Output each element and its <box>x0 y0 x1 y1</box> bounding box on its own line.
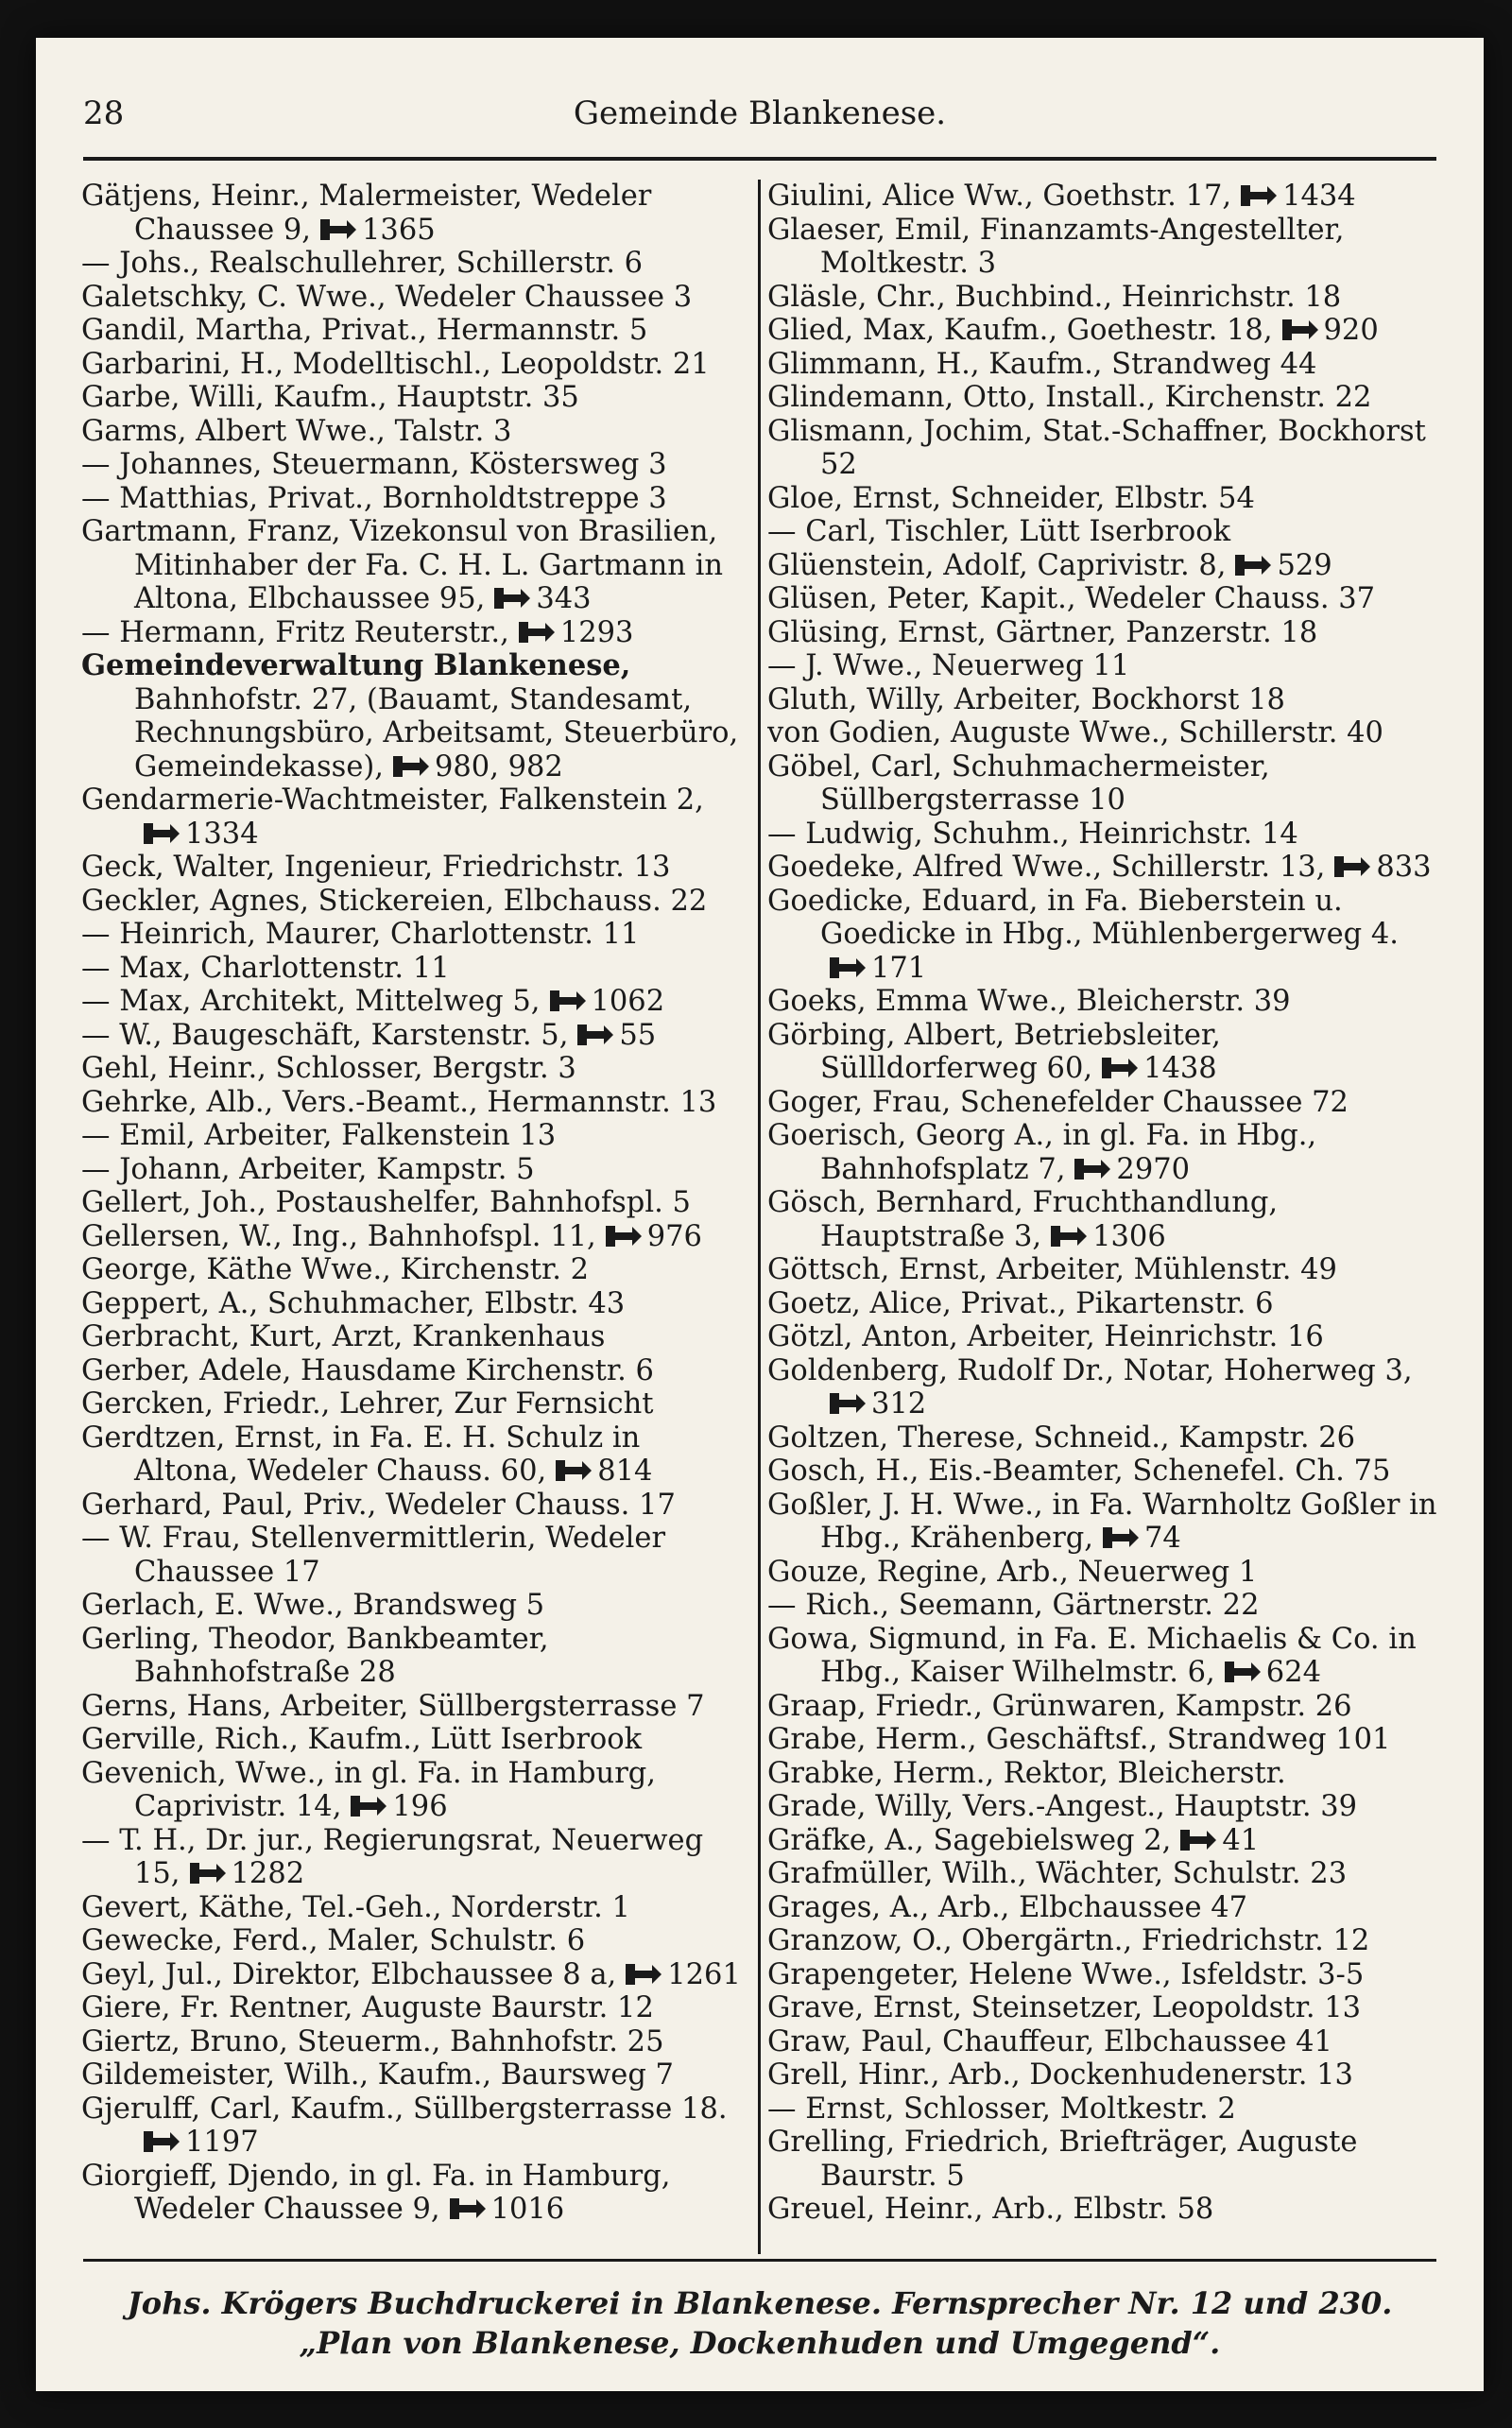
directory-entry <box>81 1589 750 1623</box>
directory-entry <box>767 985 1440 1019</box>
entry-text: Goedicke, Eduard, in Fa. Bieberstein u. Goedicke in Hbg., Mühlenbergerweg 4. <box>767 884 1399 951</box>
entry-text: Grell, Hinr., Arb., Dockenhudenerstr. 13 <box>767 2058 1353 2092</box>
directory-entry <box>81 1757 750 1824</box>
directory-entry <box>767 616 1440 650</box>
entry-text: Gendarmerie-Wachtmeister, Falkenstein 2, <box>81 784 704 817</box>
directory-entry <box>767 582 1440 616</box>
entry-text: Gläsle, Chr., Buchbind., Heinrichstr. 18 <box>767 280 1342 314</box>
entry-text: Greuel, Heinr., Arb., Elbstr. 58 <box>767 2193 1214 2226</box>
directory-entry <box>767 2092 1440 2127</box>
directory-entry <box>767 1086 1440 1120</box>
directory-entry <box>81 415 750 449</box>
telephone-number: 529 <box>1277 548 1332 582</box>
telephone-number: 976 <box>646 1219 702 1253</box>
directory-entry <box>81 1086 750 1120</box>
entry-text: Grafmüller, Wilh., Wächter, Schulstr. 23 <box>767 1857 1348 1890</box>
directory-entry <box>81 1354 750 1388</box>
entry-text: — Hermann, Fritz Reuterstr., <box>81 615 509 649</box>
directory-entry <box>81 1153 750 1187</box>
entry-text: Gerlach, E. Wwe., Brandsweg 5 <box>81 1589 545 1622</box>
directory-entry <box>81 2092 750 2160</box>
entry-text: Gildemeister, Wilh., Kaufm., Baursweg 7 <box>81 2058 674 2092</box>
telephone-number: 2970 <box>1116 1152 1191 1186</box>
directory-entry <box>767 2025 1440 2059</box>
telephone-number: 1365 <box>362 213 436 247</box>
directory-entry <box>767 415 1440 482</box>
telephone-number: 1282 <box>231 1857 305 1890</box>
entry-text: — Carl, Tischler, Lütt Iserbrook <box>767 515 1231 548</box>
directory-entry <box>81 180 750 247</box>
entry-text: — Max, Architekt, Mittelweg 5, <box>81 985 541 1018</box>
directory-entry <box>81 1220 750 1254</box>
entry-text: Gräfke, A., Sagebielsweg 2, <box>767 1823 1172 1857</box>
telephone-number: 1434 <box>1282 180 1356 213</box>
entry-text: Giulini, Alice Ww., Goethstr. 17, <box>767 180 1232 213</box>
directory-entry <box>81 1019 750 1053</box>
directory-entry <box>81 515 750 616</box>
directory-entry <box>767 381 1440 415</box>
telephone-icon <box>824 956 868 980</box>
page-number: 28 <box>83 95 125 132</box>
footer-line-1: Johs. Krögers Buchdruckerei in Blankenese. Fernsprecher Nr. 12 und 230. <box>127 2285 1393 2321</box>
directory-entry <box>81 482 750 516</box>
entry-text: George, Käthe Wwe., Kirchenstr. 2 <box>81 1253 589 1286</box>
entry-text: Goetz, Alice, Privat., Pikartenstr. 6 <box>767 1286 1274 1320</box>
entry-text: Göttsch, Ernst, Arbeiter, Mühlenstr. 49 <box>767 1253 1337 1286</box>
entry-text: Gandil, Martha, Privat., Hermannstr. 5 <box>81 314 648 347</box>
directory-entry <box>767 1723 1440 1757</box>
telephone-icon <box>572 1023 615 1047</box>
entry-text: Gehl, Heinr., Schlosser, Bergstr. 3 <box>81 1052 576 1085</box>
telephone-icon <box>1329 854 1372 879</box>
entry-text: Glaeser, Emil, Finanzamts-Angestellter, Moltkestr. 3 <box>767 213 1345 280</box>
telephone-number: 74 <box>1144 1522 1181 1555</box>
entry-text: Gevenich, Wwe., in gl. Fa. in Hamburg, Caprivistr. 14, <box>81 1756 656 1823</box>
directory-entry <box>81 247 750 281</box>
entry-text: — Rich., Seemann, Gärtnerstr. 22 <box>767 1589 1260 1622</box>
telephone-icon <box>315 217 358 242</box>
directory-entry <box>767 515 1440 549</box>
header-rule <box>83 157 1436 161</box>
entry-text: Goßler, J. H. Wwe., in Fa. Warnholtz Goßler in Hbg., Krähenberg, <box>767 1488 1437 1555</box>
telephone-number: 814 <box>597 1455 653 1488</box>
telephone-icon <box>489 586 532 611</box>
directory-entry <box>81 2160 750 2227</box>
entry-text: — Heinrich, Maurer, Charlottenstr. 11 <box>81 918 640 951</box>
entry-text: Grabke, Herm., Rektor, Bleicherstr. <box>767 1756 1286 1790</box>
directory-entry <box>81 1489 750 1523</box>
entry-text: Goerisch, Georg A., in gl. Fa. in Hbg., Bahnhofsplatz 7, <box>767 1119 1317 1186</box>
directory-entry <box>81 649 750 784</box>
telephone-icon <box>600 1224 644 1248</box>
left-column <box>81 180 750 2254</box>
entry-text: Goeks, Emma Wwe., Bleicherstr. 39 <box>767 985 1291 1018</box>
telephone-icon <box>1229 553 1273 577</box>
directory-entry <box>81 1421 750 1489</box>
entry-text: Glüsing, Ernst, Gärtner, Panzerstr. 18 <box>767 615 1318 649</box>
directory-entry <box>767 1824 1440 1858</box>
telephone-number: 1261 <box>667 1957 741 1991</box>
directory-entry <box>81 985 750 1019</box>
directory-entry <box>81 1924 750 1958</box>
directory-entry <box>81 2025 750 2059</box>
directory-entry <box>81 1522 750 1589</box>
telephone-icon <box>550 1458 593 1483</box>
entry-text: Gouze, Regine, Arb., Neuerweg 1 <box>767 1555 1258 1589</box>
directory-entry <box>81 1387 750 1421</box>
directory-entry <box>81 1824 750 1891</box>
entry-text: — J. Wwe., Neuerweg 11 <box>767 649 1130 682</box>
telephone-icon <box>1235 183 1279 208</box>
entry-text: Gerling, Theodor, Bankbeamter, Bahnhofstraße 28 <box>81 1622 549 1689</box>
telephone-number: 196 <box>392 1790 448 1823</box>
directory-entry <box>767 1019 1440 1086</box>
directory-entry <box>767 1253 1440 1287</box>
directory-entry <box>767 1119 1440 1186</box>
entry-text: von Godien, Auguste Wwe., Schillerstr. 40 <box>767 716 1383 749</box>
entry-text: Goldenberg, Rudolf Dr., Notar, Hoherweg 3, <box>767 1353 1413 1387</box>
directory-entry <box>767 2193 1440 2227</box>
entry-text: Goltzen, Therese, Schneid., Kampstr. 26 <box>767 1421 1356 1455</box>
telephone-number: 1016 <box>490 2193 565 2226</box>
entry-text: Galetschky, C. Wwe., Wedeler Chaussee 3 <box>81 280 693 314</box>
entry-text: Garbe, Willi, Kaufm., Hauptstr. 35 <box>81 381 579 414</box>
directory-entry <box>767 1891 1440 1925</box>
telephone-icon <box>184 1861 228 1886</box>
entry-text: — Johs., Realschullehrer, Schillerstr. 6 <box>81 247 644 280</box>
entry-text: Gerns, Hans, Arbeiter, Süllbergsterrasse 7 <box>81 1689 705 1723</box>
directory-entry <box>81 1320 750 1354</box>
entry-text: Gloe, Ernst, Schneider, Elbstr. 54 <box>767 481 1255 515</box>
entry-text: Gowa, Sigmund, in Fa. E. Michaelis & Co. in Hbg., Kaiser Wilhelmstr. 6, <box>767 1622 1417 1689</box>
entry-text: Grelling, Friedrich, Briefträger, Auguste Baurstr. 5 <box>767 2126 1358 2193</box>
telephone-number: 1438 <box>1143 1052 1217 1085</box>
telephone-icon <box>544 989 588 1013</box>
telephone-icon <box>1096 1056 1140 1080</box>
directory-entry <box>81 1119 750 1153</box>
directory-entry <box>81 952 750 986</box>
directory-entry <box>81 1690 750 1724</box>
telephone-icon <box>824 1391 868 1416</box>
telephone-number: 833 <box>1376 851 1432 884</box>
directory-entry <box>81 1958 750 1992</box>
entry-text: — T. H., Dr. jur., Regierungsrat, Neuerweg 15, <box>81 1823 704 1890</box>
telephone-icon <box>345 1794 388 1818</box>
directory-entry <box>81 1052 750 1086</box>
page-header <box>83 85 1436 151</box>
entry-text: Garbarini, H., Modelltischl., Leopoldstr. 21 <box>81 347 710 381</box>
entry-text: Glüenstein, Adolf, Caprivistr. 8, <box>767 548 1227 582</box>
entry-heading: Gemeindeverwaltung Blankenese, <box>81 648 631 682</box>
directory-entry <box>81 314 750 348</box>
entry-text: Gosch, H., Eis.-Beamter, Schenefel. Ch. 75 <box>767 1455 1391 1488</box>
entry-text: Gercken, Friedr., Lehrer, Zur Fernsicht <box>81 1387 654 1421</box>
directory-entry <box>767 482 1440 516</box>
telephone-number: 1197 <box>185 2126 259 2159</box>
directory-page <box>36 38 1484 2391</box>
entry-text: Gewecke, Ferd., Maler, Schulstr. 6 <box>81 1924 586 1957</box>
telephone-number: 41 <box>1222 1823 1260 1857</box>
entry-text: Grabe, Herm., Geschäftsf., Strandweg 101 <box>767 1723 1391 1756</box>
directory-entry <box>81 1253 750 1287</box>
directory-entry <box>767 1690 1440 1724</box>
directory-entry <box>767 1589 1440 1623</box>
entry-text: — W. Frau, Stellenvermittlerin, Wedeler Chaussee 17 <box>81 1522 666 1589</box>
entry-text: Gerdtzen, Ernst, in Fa. E. H. Schulz in Altona, Wedeler Chauss. 60, <box>81 1421 641 1488</box>
directory-entry <box>81 1891 750 1925</box>
directory-entry <box>81 2058 750 2092</box>
entry-text: Grapengeter, Helene Wwe., Isfeldstr. 3-5 <box>767 1957 1365 1991</box>
entry-text: Gerhard, Paul, Priv., Wedeler Chauss. 17 <box>81 1488 676 1522</box>
entry-text: Gluth, Willy, Arbeiter, Bockhorst 18 <box>767 682 1285 716</box>
directory-entry <box>81 381 750 415</box>
telephone-icon <box>513 620 557 645</box>
footer <box>36 2283 1484 2363</box>
directory-entry <box>81 851 750 885</box>
entry-text: Gerbracht, Kurt, Arzt, Krankenhaus <box>81 1320 606 1353</box>
telephone-icon <box>1175 1828 1218 1852</box>
telephone-number: 171 <box>871 951 927 985</box>
entry-text: Gerville, Rich., Kaufm., Lütt Iserbrook <box>81 1723 643 1756</box>
directory-entry <box>767 1790 1440 1824</box>
telephone-icon <box>1045 1224 1089 1248</box>
entry-text: Giorgieff, Djendo, in gl. Fa. in Hamburg, Wedeler Chaussee 9, <box>81 2159 671 2226</box>
footer-line-2: „Plan von Blankenese, Dockenhuden und Umgegend“. <box>299 2325 1221 2361</box>
column-divider <box>758 180 761 2254</box>
directory-entry <box>767 1991 1440 2025</box>
telephone-number: 312 <box>871 1387 927 1421</box>
directory-entry <box>767 1320 1440 1354</box>
telephone-number: 1334 <box>185 817 259 851</box>
directory-entry <box>767 1354 1440 1421</box>
telephone-number: 343 <box>536 582 592 615</box>
telephone-number: 624 <box>1265 1656 1321 1689</box>
telephone-number: 1306 <box>1092 1219 1166 1253</box>
directory-entry <box>767 885 1440 986</box>
directory-entry <box>767 281 1440 315</box>
directory-entry <box>767 1287 1440 1321</box>
directory-entry <box>767 1623 1440 1690</box>
entry-text: — Emil, Arbeiter, Falkenstein 13 <box>81 1119 557 1152</box>
entry-text: Glismann, Jochim, Stat.-Schaffner, Bockhorst 52 <box>767 414 1426 481</box>
page-title: Gemeinde Blankenese. <box>573 95 947 132</box>
telephone-icon <box>1219 1660 1263 1684</box>
directory-entry <box>81 1723 750 1757</box>
directory-entry <box>767 818 1440 852</box>
directory-entry <box>767 1421 1440 1455</box>
directory-entry <box>767 549 1440 583</box>
entry-text: Geck, Walter, Ingenieur, Friedrichstr. 13 <box>81 851 671 884</box>
directory-entry <box>767 1924 1440 1958</box>
directory-entry <box>81 784 750 851</box>
entry-text: Geyl, Jul., Direktor, Elbchaussee 8 a, <box>81 1957 617 1991</box>
entry-text: Görbing, Albert, Betriebsleiter, Süllldorferweg 60, <box>767 1018 1221 1085</box>
entry-text: Gerber, Adele, Hausdame Kirchenstr. 6 <box>81 1353 654 1387</box>
directory-entry <box>81 281 750 315</box>
entry-text: Bahnhofstr. 27, (Bauamt, Standesamt, Rechnungsbüro, Arbeitsamt, Steuerbüro, Gemeindekasse), <box>134 682 739 784</box>
telephone-number: 55 <box>619 1018 657 1052</box>
entry-text: Grages, A., Arb., Elbchaussee 47 <box>767 1890 1248 1924</box>
directory-entry <box>81 918 750 952</box>
telephone-number: 1062 <box>591 985 665 1018</box>
directory-entry <box>767 314 1440 348</box>
directory-entry <box>767 1958 1440 1992</box>
directory-entry <box>81 1623 750 1690</box>
telephone-icon <box>387 754 431 779</box>
entry-text: Geppert, A., Schuhmacher, Elbstr. 43 <box>81 1286 626 1320</box>
directory-entry <box>767 1455 1440 1489</box>
directory-entry <box>767 2126 1440 2193</box>
telephone-number: 920 <box>1323 314 1379 347</box>
entry-text: — W., Baugeschäft, Karstenstr. 5, <box>81 1018 569 1052</box>
right-column <box>767 180 1440 2254</box>
directory-entry <box>767 214 1440 281</box>
telephone-icon <box>1069 1157 1112 1181</box>
directory-entry <box>767 2058 1440 2092</box>
entry-text: Gehrke, Alb., Vers.-Beamt., Hermannstr. 13 <box>81 1085 717 1119</box>
telephone-icon <box>138 2129 181 2154</box>
entry-text: Granzow, O., Obergärtn., Friedrichstr. 12 <box>767 1924 1370 1957</box>
entry-text: — Johann, Arbeiter, Kampstr. 5 <box>81 1152 535 1186</box>
entry-text: Göbel, Carl, Schuhmachermeister, Süllbergsterrasse 10 <box>767 749 1270 817</box>
entry-text: Garms, Albert Wwe., Talstr. 3 <box>81 414 512 448</box>
entry-text: Gartmann, Franz, Vizekonsul von Brasilien, Mitinhaber der Fa. C. H. L. Gartmann in Altona, Elbchaussee 95, <box>81 515 723 615</box>
directory-entry <box>767 1186 1440 1253</box>
telephone-icon <box>1097 1525 1141 1550</box>
directory-entry <box>767 683 1440 717</box>
entry-text: Glüsen, Peter, Kapit., Wedeler Chauss. 37 <box>767 582 1376 615</box>
directory-entry <box>767 348 1440 382</box>
entry-text: Gellert, Joh., Postaushelfer, Bahnhofspl. 5 <box>81 1186 691 1219</box>
directory-entry <box>81 448 750 482</box>
telephone-icon <box>620 1962 663 1987</box>
telephone-icon <box>444 2196 488 2221</box>
entry-text: Glied, Max, Kaufm., Goethestr. 18, <box>767 314 1273 347</box>
entry-text: Grade, Willy, Vers.-Angest., Hauptstr. 39 <box>767 1790 1358 1823</box>
telephone-icon <box>138 821 181 846</box>
directory-entry <box>81 1287 750 1321</box>
directory-entry <box>767 180 1440 214</box>
directory-entry <box>767 649 1440 683</box>
directory-entry <box>81 616 750 650</box>
entry-text: — Ludwig, Schuhm., Heinrichstr. 14 <box>767 817 1298 851</box>
entry-text: Giertz, Bruno, Steuerm., Bahnhofstr. 25 <box>81 2024 664 2058</box>
entry-text: Grave, Ernst, Steinsetzer, Leopoldstr. 13 <box>767 1991 1362 2024</box>
entry-text: Götzl, Anton, Arbeiter, Heinrichstr. 16 <box>767 1320 1324 1353</box>
telephone-number: 1293 <box>559 615 634 649</box>
directory-entry <box>81 1186 750 1220</box>
entry-text: Glindemann, Otto, Install., Kirchenstr. 22 <box>767 381 1372 414</box>
directory-entry <box>81 348 750 382</box>
entry-text: — Johannes, Steuermann, Köstersweg 3 <box>81 448 667 481</box>
directory-entry <box>81 885 750 919</box>
entry-text: Goger, Frau, Schenefelder Chaussee 72 <box>767 1085 1349 1119</box>
telephone-icon <box>1277 318 1320 342</box>
directory-entry <box>767 1757 1440 1791</box>
entry-text: Graw, Paul, Chauffeur, Elbchaussee 41 <box>767 2024 1332 2058</box>
directory-entry <box>767 1857 1440 1891</box>
entry-text: — Matthias, Privat., Bornholdtstreppe 3 <box>81 481 667 515</box>
entry-text: Gellersen, W., Ing., Bahnhofspl. 11, <box>81 1219 596 1253</box>
footer-rule <box>83 2259 1436 2262</box>
entry-text: Gätjens, Heinr., Malermeister, Wedeler Chaussee 9, <box>81 180 652 247</box>
telephone-number: 980, 982 <box>434 749 563 784</box>
entry-text: Gjerulff, Carl, Kaufm., Süllbergsterrasse 18. <box>81 2092 728 2126</box>
entry-text: Goedeke, Alfred Wwe., Schillerstr. 13, <box>767 851 1326 884</box>
directory-entry <box>767 716 1440 750</box>
entry-text: Giere, Fr. Rentner, Auguste Baurstr. 12 <box>81 1991 654 2024</box>
entry-text: Graap, Friedr., Grünwaren, Kampstr. 26 <box>767 1689 1352 1723</box>
directory-entry <box>767 750 1440 818</box>
directory-entry <box>767 1556 1440 1590</box>
entry-text: — Ernst, Schlosser, Moltkestr. 2 <box>767 2092 1236 2126</box>
entry-text: Glimmann, H., Kaufm., Strandweg 44 <box>767 347 1317 381</box>
entry-text: — Max, Charlottenstr. 11 <box>81 951 450 985</box>
directory-entry <box>767 1489 1440 1556</box>
directory-entry <box>767 851 1440 885</box>
entry-text: Geckler, Agnes, Stickereien, Elbchauss. 22 <box>81 884 708 918</box>
entry-text: Gevert, Käthe, Tel.-Geh., Norderstr. 1 <box>81 1890 630 1924</box>
directory-entry <box>81 1991 750 2025</box>
entry-text: Gösch, Bernhard, Fruchthandlung, Hauptstraße 3, <box>767 1186 1279 1253</box>
